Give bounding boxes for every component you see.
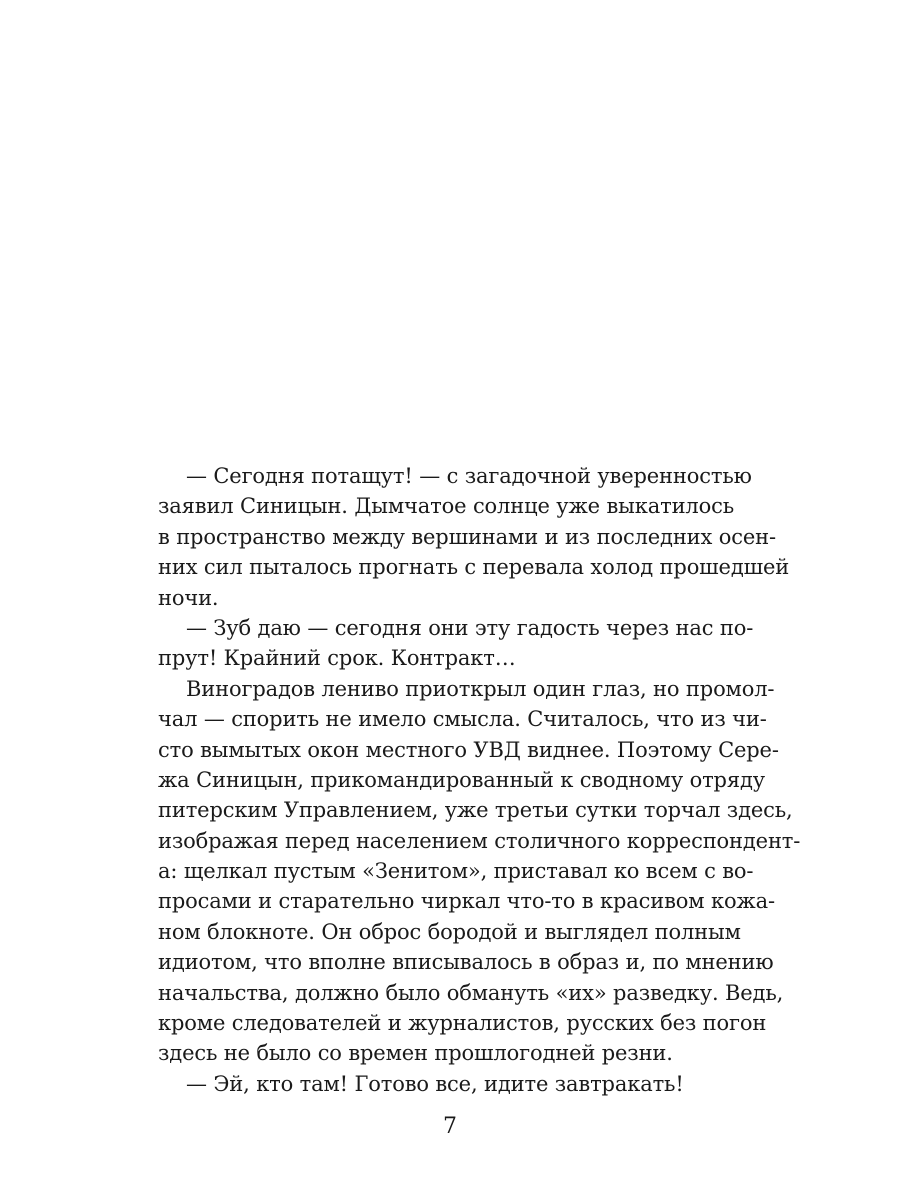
text-line: питерским Управлением, уже третьи сутки торчал здесь, [158, 798, 793, 823]
text-line: ном блокноте. Он оброс бородой и выглядел полным [158, 919, 741, 944]
text-line: идиотом, что вполне вписывалось в образ и, по мнению [158, 950, 774, 975]
text-line: прут! Крайний срок. Контракт… [158, 646, 516, 671]
text-line: просами и старательно чиркал что-то в красивом кожа- [158, 889, 775, 914]
text-line: — Зуб даю — сегодня они эту гадость через нас по- [186, 615, 754, 640]
text-line: жа Синицын, прикомандированный к сводному отряду [158, 767, 765, 792]
text-line: Виноградов лениво приоткрыл один глаз, но промол- [186, 676, 775, 701]
text-line: — Сегодня потащут! — с загадочной уверенностью [186, 464, 752, 488]
text-line: изображая перед населением столичного корреспондент- [158, 828, 801, 853]
text-line: кроме следователей и журналистов, русских без погон [158, 1011, 767, 1036]
text-line: сто вымытых окон местного УВД виднее. Поэтому Сере- [158, 737, 779, 762]
text-line: заявил Синицын. Дымчатое солнце уже выкатилось [158, 494, 734, 519]
text-line: них сил пыталось прогнать с перевала холод прошедшей [158, 555, 790, 580]
text-line: а: щелкал пустым «Зенитом», приставал ко всем с во- [158, 859, 754, 884]
text-line: в пространство между вершинами и из последних осен- [158, 524, 776, 549]
body-text [158, 461, 801, 1099]
text-line: — Эй, кто там! Готово все, идите завтракать! [186, 1071, 684, 1096]
text-line: здесь не было со времен прошлогодней резни. [158, 1041, 673, 1066]
page-number: 7 [443, 1114, 457, 1139]
text-line: чал — спорить не имело смысла. Считалось, что из чи- [158, 707, 767, 732]
text-line: начальства, должно было обмануть «их» разведку. Ведь, [158, 980, 784, 1005]
text-line: ночи. [158, 585, 219, 610]
